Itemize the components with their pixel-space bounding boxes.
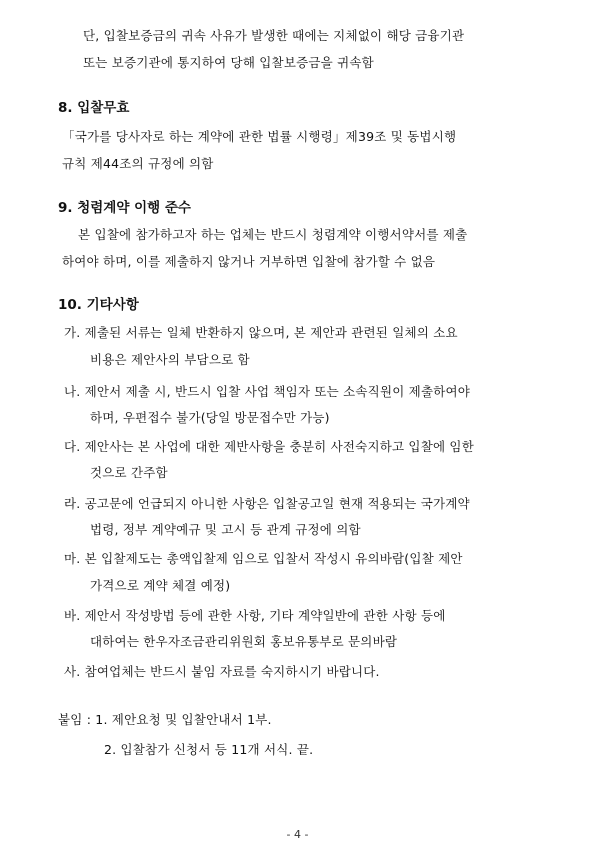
item-ga-line-1: 가. 제출된 서류는 일체 반환하지 않으며, 본 제안과 관련된 일체의 소요 — [64, 325, 458, 340]
section-8-heading: 8. 입찰무효 — [58, 100, 130, 116]
attachment-line-1: 붙임 : 1. 제안요청 및 입찰안내서 1부. — [58, 712, 272, 727]
attachment-line-2: 2. 입찰참가 신청서 등 11개 서식. 끝. — [104, 742, 314, 757]
item-ma-line-2: 가격으로 계약 체결 예정) — [90, 578, 231, 593]
item-da-line-2: 것으로 간주함 — [90, 465, 168, 480]
item-na-line-2: 하며, 우편접수 불가(당일 방문접수만 가능) — [90, 410, 330, 425]
section-9-heading: 9. 청렴계약 이행 준수 — [58, 200, 191, 216]
intro-line-2: 또는 보증기관에 통지하여 당해 입찰보증금을 귀속함 — [83, 55, 374, 70]
section-8-line-2: 규칙 제44조의 규정에 의함 — [62, 156, 214, 171]
item-na-line-1: 나. 제안서 제출 시, 반드시 입찰 사업 책임자 또는 소속직원이 제출하여야 — [64, 384, 471, 399]
section-8-line-1: 「국가를 당사자로 하는 계약에 관한 법률 시행령」제39조 및 동법시행 — [62, 129, 457, 144]
item-ra-line-1: 라. 공고문에 언급되지 아니한 사항은 입찰공고일 현재 적용되는 국가계약 — [64, 496, 470, 511]
item-ga-line-2: 비용은 제안사의 부담으로 함 — [90, 352, 250, 367]
section-9-line-2: 하여야 하며, 이를 제출하지 않거나 거부하면 입찰에 참가할 수 없음 — [62, 254, 436, 269]
intro-line-1: 단, 입찰보증금의 귀속 사유가 발생한 때에는 지체없이 해당 금융기관 — [83, 28, 465, 43]
item-da-line-1: 다. 제안사는 본 사업에 대한 제반사항을 충분히 사전숙지하고 입찰에 임한 — [64, 439, 474, 454]
section-10-heading: 10. 기타사항 — [58, 297, 139, 313]
page-number: - 4 - — [286, 828, 309, 841]
item-sa-line-1: 사. 참여업체는 반드시 붙임 자료를 숙지하시기 바랍니다. — [64, 664, 380, 679]
item-ba-line-1: 바. 제안서 작성방법 등에 관한 사항, 기타 계약일반에 관한 사항 등에 — [64, 608, 446, 623]
item-ra-line-2: 법령, 정부 계약예규 및 고시 등 관계 규정에 의함 — [90, 522, 361, 537]
item-ba-line-2: 대하여는 한우자조금관리위원회 홍보유통부로 문의바람 — [90, 634, 398, 649]
item-ma-line-1: 마. 본 입찰제도는 총액입찰제 임으로 입찰서 작성시 유의바람(입찰 제안 — [64, 551, 463, 566]
section-9-line-1: 본 입찰에 참가하고자 하는 업체는 반드시 청렴계약 이행서약서를 제출 — [78, 227, 468, 242]
